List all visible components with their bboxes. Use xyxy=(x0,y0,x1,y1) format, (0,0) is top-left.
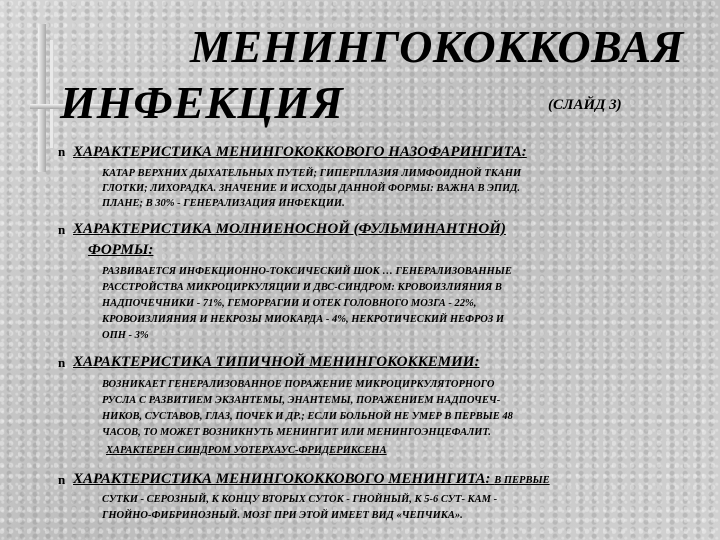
section-heading-meningococcemia: ХАРАКТЕРИСТИКА ТИПИЧНОЙ МЕНИНГОКОККЕМИИ: xyxy=(73,354,480,370)
section-text-line: СУТКИ - СЕРОЗНЫЙ, К КОНЦУ ВТОРЫХ СУТОК - ГНОЙНЫЙ, К 5-6 СУТ- КАМ - xyxy=(102,494,498,505)
section-text-line: ОПН - 3% xyxy=(102,330,149,341)
section-text-line: РУСЛА С РАЗВИТИЕМ ЭКЗАНТЕМЫ, ЭНАНТЕМЫ, ПОРАЖЕНИЕМ НАДПОЧЕЧ- xyxy=(102,395,501,406)
n-bullet-icon: n xyxy=(58,355,66,370)
section-text-line: РАССТРОЙСТВА МИКРОЦИРКУЛЯЦИИ И ДВС-СИНДРОМ: КРОВОИЗЛИЯНИЯ В xyxy=(102,282,502,293)
section-heading-fulminant: ХАРАКТЕРИСТИКА МОЛНИЕНОСНОЙ (ФУЛЬМИНАНТНОЙ) xyxy=(73,221,506,237)
decorative-vertical-line xyxy=(50,40,53,148)
n-bullet-icon: n xyxy=(58,144,66,159)
section-text-line: КАТАР ВЕРХНИХ ДЫХАТЕЛЬНЫХ ПУТЕЙ; ГИПЕРПЛАЗИЯ ЛИМФОИДНОЙ ТКАНИ xyxy=(102,168,522,179)
section-text-line: НИКОВ, СУСТАВОВ, ГЛАЗ, ПОЧЕК И ДР.; ЕСЛИ БОЛЬНОЙ НЕ УМЕР В ПЕРВЫЕ 48 xyxy=(102,411,513,422)
section-heading-fulminant-cont: ФОРМЫ: xyxy=(88,242,154,258)
section-text-line: ГЛОТКИ; ЛИХОРАДКА. ЗНАЧЕНИЕ И ИСХОДЫ ДАННОЙ ФОРМЫ: ВАЖНА В ЭПИД. xyxy=(102,183,521,194)
n-bullet-icon: n xyxy=(58,222,66,237)
section-text-line: ГНОЙНО-ФИБРИНОЗНЫЙ. МОЗГ ПРИ ЭТОЙ ИМЕЕТ ВИД «ЧЕПЧИКА». xyxy=(102,510,463,521)
title-line-1: МЕНИНГОКОККОВАЯ xyxy=(190,21,684,72)
decorative-vertical-bar xyxy=(38,24,46,172)
section-text-line: ВОЗНИКАЕТ ГЕНЕРАЛИЗОВАННОЕ ПОРАЖЕНИЕ МИКРОЦИРКУЛЯТОРНОГО xyxy=(102,379,495,390)
slide-reference: (СЛАЙД 3) xyxy=(548,97,622,113)
n-bullet-icon: n xyxy=(58,472,66,487)
waterhouse-friderichsen-note: ХАРАКТЕРЕН СИНДРОМ УОТЕРХАУС-ФРИДЕРИКСЕНА xyxy=(106,445,387,456)
section-heading-meningitis-tail: В ПЕРВЫЕ xyxy=(494,475,550,486)
section-text-line: ПЛАНЕ; В 30% - ГЕНЕРАЛИЗАЦИЯ ИНФЕКЦИИ. xyxy=(102,198,345,209)
section-heading-meningitis-text: ХАРАКТЕРИСТИКА МЕНИНГОКОККОВОГО МЕНИНГИТА: xyxy=(73,471,491,487)
section-text-line: КРОВОИЗЛИЯНИЯ И НЕКРОЗЫ МИОКАРДА - 4%, НЕКРОТИЧЕСКИЙ НЕФРОЗ И xyxy=(102,314,504,325)
title-line-2: ИНФЕКЦИЯ xyxy=(60,77,344,128)
section-heading-nasopharyngitis: ХАРАКТЕРИСТИКА МЕНИНГОКОККОВОГО НАЗОФАРИНГИТА: xyxy=(73,144,527,160)
section-text-line: НАДПОЧЕЧНИКИ - 71%, ГЕМОРРАГИИ И ОТЕК ГОЛОВНОГО МОЗГА - 22%, xyxy=(102,298,477,309)
section-text-line: ЧАСОВ, ТО МОЖЕТ ВОЗНИКНУТЬ МЕНИНГИТ ИЛИ МЕНИНГОЭНЦЕФАЛИТ. xyxy=(102,427,491,438)
section-heading-meningitis xyxy=(73,470,550,490)
section-text-line: РАЗВИВАЕТСЯ ИНФЕКЦИОННО-ТОКСИЧЕСКИЙ ШОК … ГЕНЕРАЛИЗОВАННЫЕ xyxy=(102,266,512,277)
